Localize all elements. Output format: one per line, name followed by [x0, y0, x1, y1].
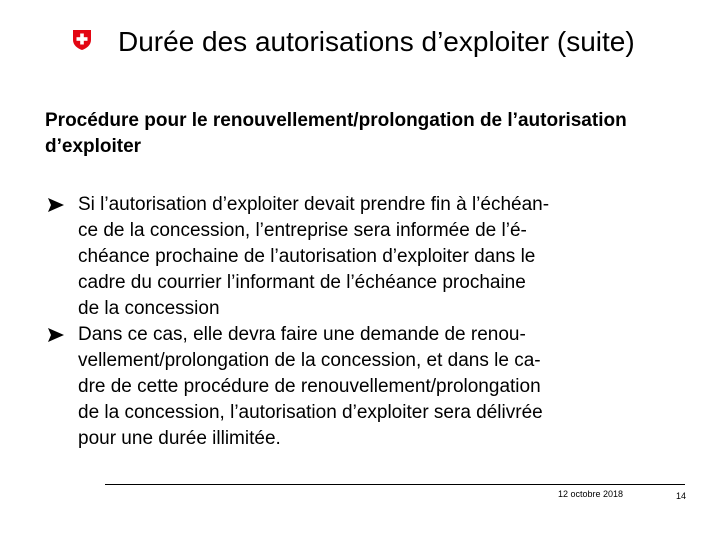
bullet-line: de la concession [78, 298, 220, 319]
bullet-item [45, 192, 685, 322]
bullet-line: pour une durée illimitée. [78, 428, 281, 449]
slide-title: Durée des autorisations d’exploiter (suite) [118, 26, 635, 57]
bullet-text [78, 192, 685, 322]
slide-subtitle: Procédure pour le renouvellement/prolongation de l’autorisation d’exploiter [45, 110, 627, 157]
arrow-bullet-icon [45, 192, 67, 218]
bullet-line: dre de cette procédure de renouvellement/prolongation [78, 376, 541, 397]
bullet-line: Si l’autorisation d’exploiter devait prendre fin à l’échéan- [78, 194, 550, 215]
bullet-line: ce de la concession, l’entreprise sera informée de l’é- [78, 220, 527, 241]
footer-divider [105, 484, 685, 485]
arrow-bullet-icon [45, 322, 67, 348]
page-number: 14 [675, 491, 686, 501]
bullet-text [78, 322, 685, 452]
bullet-line: cadre du courrier l’informant de l’échéance prochaine [78, 272, 526, 293]
bullet-line: Dans ce cas, elle devra faire une demande de renou- [78, 324, 526, 345]
footer-date: 12 octobre 2018 [557, 489, 623, 499]
bullet-item [45, 322, 685, 452]
bullet-line: vellement/prolongation de la concession, et dans le ca- [78, 350, 541, 371]
bullet-line: de la concession, l’autorisation d’exploiter sera délivrée [78, 402, 543, 423]
bullet-line: chéance prochaine de l’autorisation d’exploiter dans le [78, 246, 536, 267]
swiss-cross-shield-icon [71, 29, 93, 51]
bullet-list [45, 192, 685, 452]
